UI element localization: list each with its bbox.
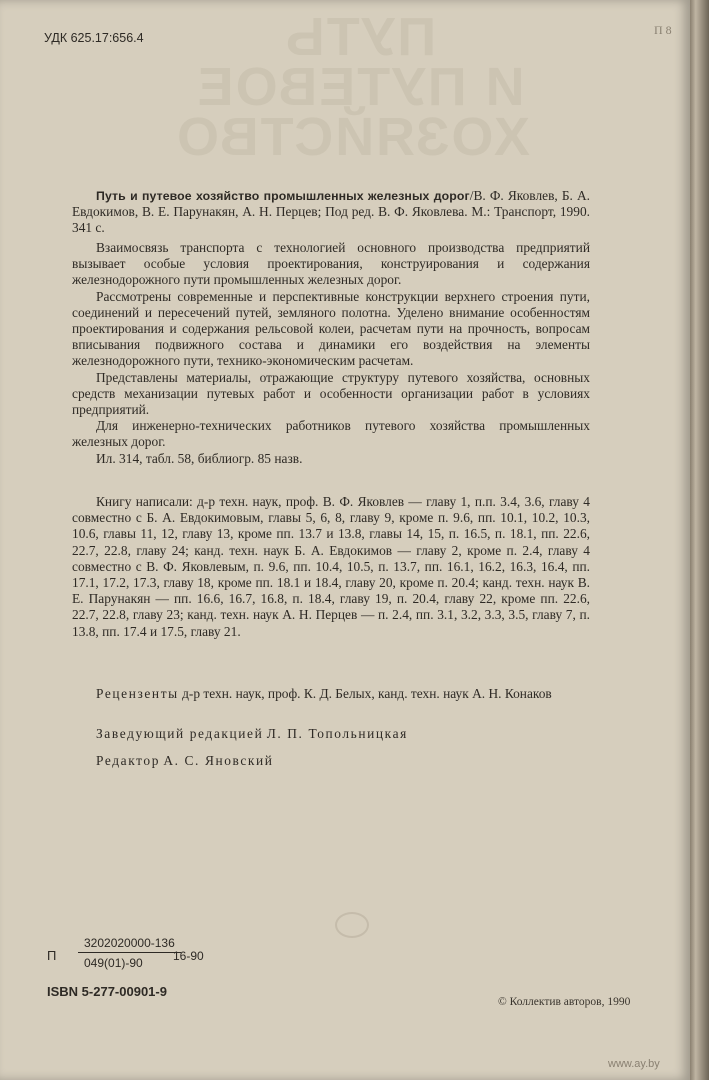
bleed-line: И ПУТЕВОЕ [195, 57, 525, 117]
head-editor [72, 726, 590, 742]
catalog-numerator: 3202020000-136 [78, 936, 181, 953]
faint-stamp [335, 912, 369, 938]
authors-note [72, 494, 590, 640]
authors-paragraph: Книгу написали: д-р техн. наук, проф. В. Ф. Яковлев — главу 1, п.п. 3.4, 3.6, главу 4 совместно с Б. А. Евдокимовым, главы 5, 6, 8, главу 9, кроме п. 9.6, пп. 10.1, 10.2, 10.3, 10.6, главы 11, 12, главу 13, кроме пп. 13.7 и 13.8, главы 14, 15, п. 16.5, п. 18.1, пп. 22.6, 22.7, 22.8, главу 24; канд. техн. наук Б. А. Евдокимов — главу 2, кроме п. 2.4, главу 4 совместно с В. Ф. Яковлевым, п. 9.6, пп. 10.4, 10.5, п. 13.7, пп. 16.1, 16.2, 16.3, 16.4, пп. 17.1, 17.2, 17.3, главу 18, кроме пп. 18.1 и 18.4, главу 20, кроме п. 20.4; канд. техн. наук В. Е. Парунакян — пп. 16.6, 16.7, 16.8, п. 18.4, главу 19, п. 20.4, главу 22, кроме пп. 22.6, 22.7, 22.8, главу 23; канд. техн. наук А. Н. Перцев — п. 2.4, пп. 3.1, 3.2, 3.3, 3.5, главу 7, п. 13.8, пп. 17.4 и 17.5, главу 21. [72, 494, 590, 639]
reviewers-label: Рецензенты [96, 686, 179, 701]
abstract-paragraph: Взаимосвязь транспорта с технологией основного производства предприятий вызывает особые условия проектирования, конструирования и содержания железнодорожного пути промышленных железных дорог. [72, 240, 590, 288]
abstract-paragraph: Рассмотрены современные и перспективные конструкции верхнего строения пути, соединений и пересечений путей, земляного полотна. Уделено внимание особенностям проектирования и содержания рельсовой колеи, расчетам пути на прочность, вопросам вписывания подвижного состава и динамики его воздействия на элементы железнодорожного пути, технико-экономическим расчетам. [72, 288, 590, 369]
copyright: © Коллектив авторов, 1990 [498, 996, 631, 1008]
head-editor-name: Л. П. Топольницкая [266, 726, 408, 741]
reviewers [72, 686, 590, 702]
corner-mark: П 8 [654, 23, 672, 37]
abstract [72, 240, 590, 467]
bibliographic-entry [72, 188, 590, 237]
bleed-line: ХОЗЯЙСТВО [174, 107, 530, 167]
catalog-letter: П [47, 948, 57, 963]
abstract-paragraph: Для инженерно-технических работников путевого хозяйства промышленных железных дорог. [72, 418, 590, 450]
bleed-line: ПУТЬ [283, 7, 437, 67]
editor-label: Редактор [96, 753, 160, 768]
abstract-paragraph: Ил. 314, табл. 58, библиогр. 85 назв. [96, 450, 303, 466]
udk-code: УДК 625.17:656.4 [44, 31, 144, 45]
head-editor-label: Заведующий редакцией [96, 726, 264, 741]
bibliographic-rest: /В. Ф. Яковлев, Б. А. Евдокимов, В. Е. Парунакян, А. Н. Перцев; Под ред. В. Ф. Яковлева. М.: Транспорт, 1990. 341 с. [72, 188, 590, 236]
editor-name: А. С. Яновский [163, 753, 274, 768]
editor [72, 753, 590, 769]
catalog-denominator: 049(01)-90 [84, 956, 143, 970]
reviewers-text: д-р техн. наук, проф. К. Д. Белых, канд. техн. наук А. Н. Конаков [182, 686, 552, 701]
abstract-paragraph: Представлены материалы, отражающие структуру путевого хозяйства, основных средств механизации путевых работ и особенности организации работ в условиях предприятий. [72, 369, 590, 418]
isbn: ISBN 5-277-00901-9 [47, 984, 167, 999]
bleed-through-title [174, 7, 530, 167]
book-title: Путь и путевое хозяйство промышленных железных дорог [96, 189, 470, 203]
catalog-suffix: 16-90 [173, 949, 204, 963]
catalog-fraction [78, 936, 181, 970]
watermark: www.ay.by [608, 1058, 660, 1070]
page-edge [690, 0, 709, 1080]
